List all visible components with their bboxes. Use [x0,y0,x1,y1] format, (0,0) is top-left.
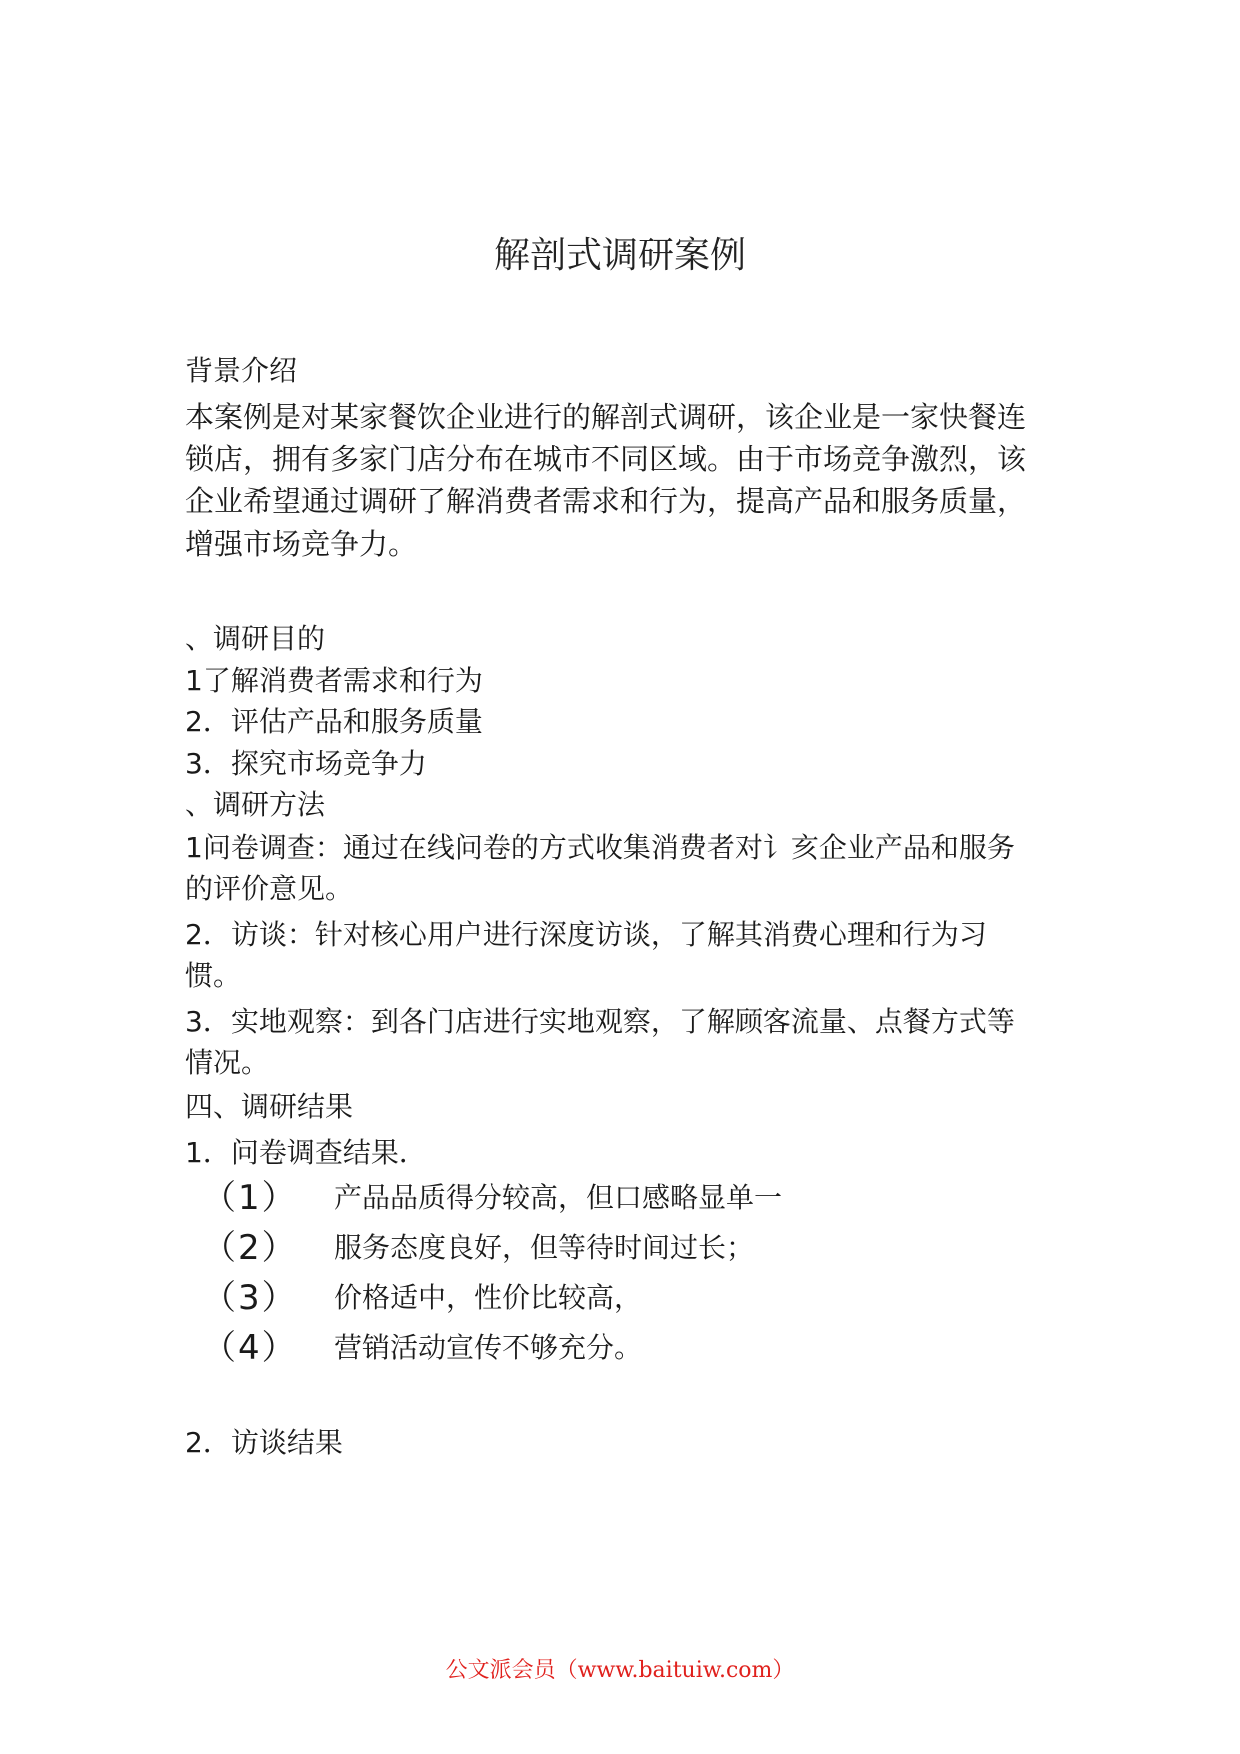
survey-item-number: （4） [202,1328,298,1368]
survey-item-number: （1） [202,1178,298,1218]
purpose-item: 2．评估产品和服务质量 [185,705,483,738]
method-heading: 、调研方法 [185,788,326,821]
method-line: 的评价意见。 [185,872,354,905]
method-line: 情况。 [185,1046,270,1079]
survey-item-text: 营销活动宣传不够充分。 [334,1331,643,1364]
interview-results-heading: 2．访谈结果 [185,1426,343,1459]
survey-item-text: 产品品质得分较高，但口感略显单一 [334,1181,783,1214]
method-line: 2．访谈：针对核心用户进行深度访谈，了解其消费心理和行为习 [185,918,987,951]
purpose-heading: 、调研目的 [185,622,326,655]
background-paragraph-line: 本案例是对某家餐饮企业进行的解剖式调研，该企业是一家快餐连 [185,400,1027,434]
document-title: 解剖式调研案例 [493,235,746,276]
survey-item-number: （2） [202,1228,298,1268]
method-line: 惯。 [185,959,242,992]
survey-item-text: 服务态度良好，但等待时间过长； [334,1231,755,1264]
survey-item-number: （3） [202,1278,298,1318]
method-line: 1问卷调查：通过在线问卷的方式收集消费者对讠亥企业产品和服务 [185,831,1015,864]
background-heading: 背景介绍 [185,354,298,387]
survey-item-text: 价格适中，性价比较高， [334,1281,643,1314]
background-paragraph-line: 增强市场竞争力。 [185,527,418,561]
results-heading: 四、调研结果 [185,1090,354,1123]
purpose-item: 1了解消费者需求和行为 [185,664,483,697]
background-paragraph-line: 企业希望通过调研了解消费者需求和行为，提高产品和服务质量， [185,484,1027,518]
purpose-item: 3．探究市场竞争力 [185,747,427,780]
background-paragraph-line: 锁店，拥有多家门店分布在城市不同区域。由于市场竞争激烈，该 [185,442,1027,476]
footer-watermark-link[interactable]: 公文派会员（www.baituiw.com） [445,1658,795,1683]
method-line: 3．实地观察：到各门店进行实地观察，了解顾客流量、点餐方式等 [185,1005,1015,1038]
survey-results-heading: 1．问卷调查结果． [185,1136,427,1169]
